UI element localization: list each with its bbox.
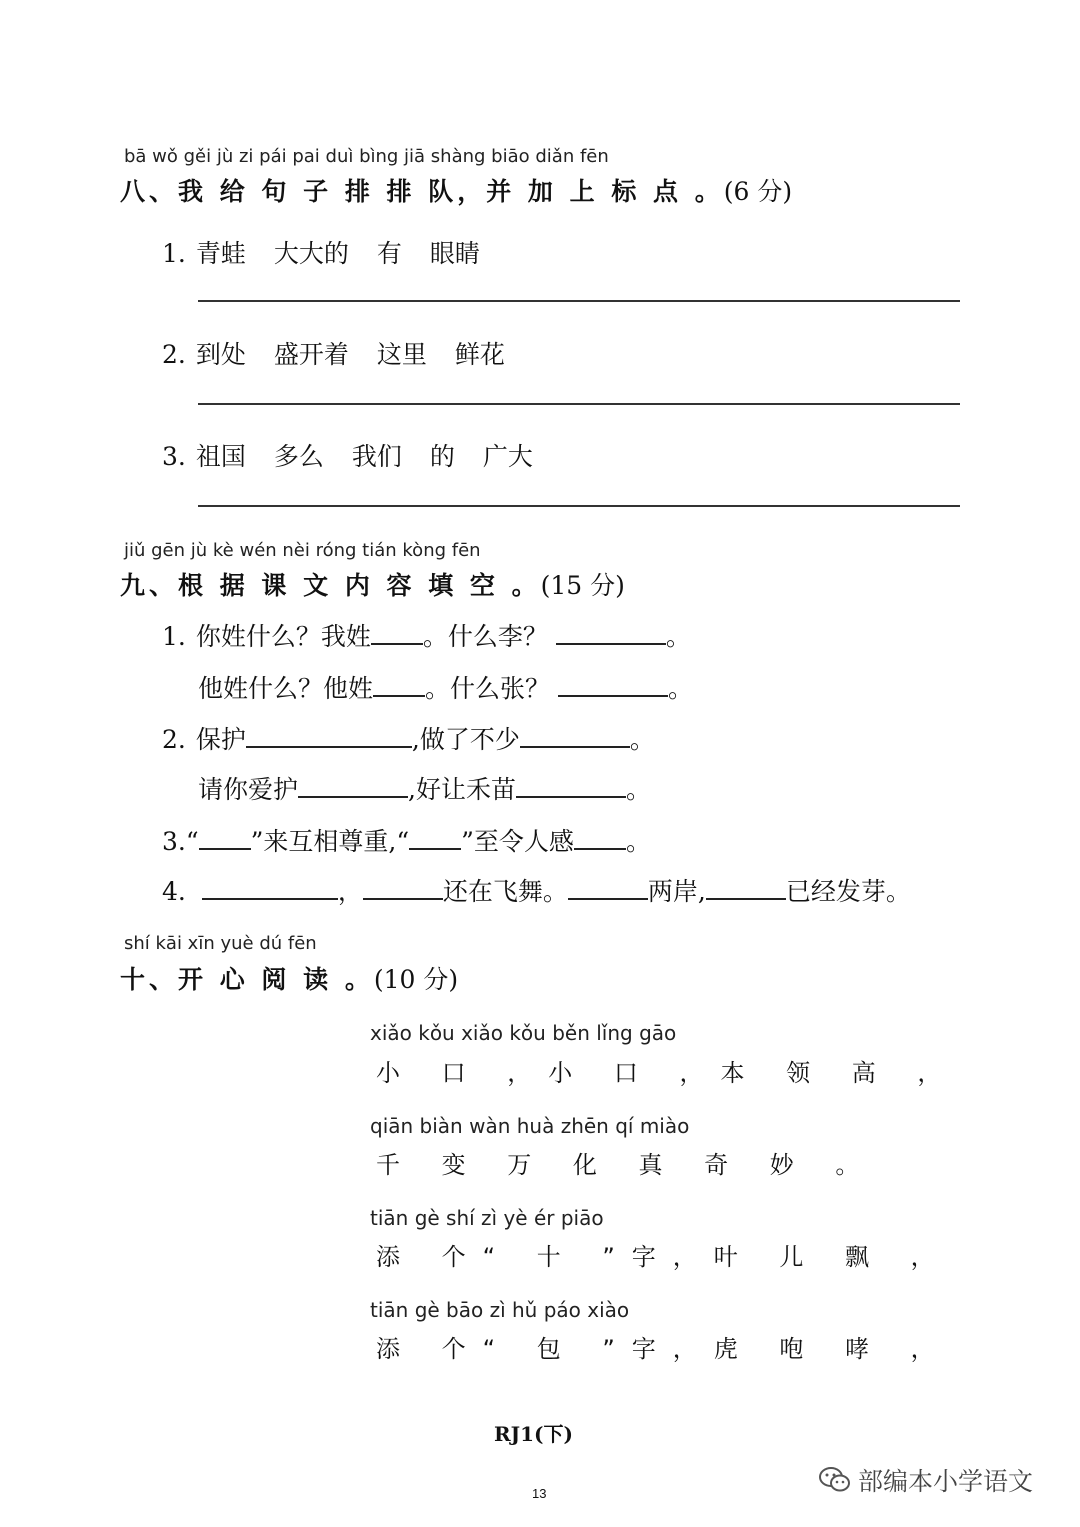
section10-score: (10 分) [373,965,459,994]
word: 眼睛 [429,239,480,268]
text: 请你爱护 [198,775,299,804]
text: ”至令人感 [461,827,574,856]
section8-item-2 [162,335,533,371]
blank[interactable] [520,724,630,748]
item-number: 1. [162,239,186,268]
section9-score: (15 分) [540,571,625,600]
text: 。 [625,827,651,856]
text: 他姓什么？他姓 [198,674,374,703]
wechat-icon [818,1466,852,1494]
blank[interactable] [363,876,443,900]
text: 保护 [195,725,246,754]
blank[interactable] [371,621,423,645]
text: “ [185,827,199,856]
q1-line-1 [162,617,691,653]
item-number: 2. [162,725,186,754]
text: 。 [629,725,655,754]
answer-line-2[interactable] [198,403,960,405]
word: 鲜花 [454,340,505,369]
q2-line-2 [198,770,651,806]
section8-pinyin: bā wǒ gěi jù zi pái pai duì bìng jiā shàng biāo diǎn fēn [124,146,609,167]
footer-label: RJ1(下) [494,1422,573,1446]
blank[interactable] [202,876,338,900]
poem-line-2: 千 变 万 化 真 奇 妙 。 [376,1151,877,1179]
poem-line-3: 添 个“ 十 ”字，叶 儿 飘 ， [376,1243,952,1271]
text: 。什么李？ [422,622,548,651]
item-number: 1. [162,622,186,651]
watermark-text: 部编本小学语文 [858,1467,1034,1496]
blank[interactable] [373,673,425,697]
item-number: 3. [162,442,186,471]
answer-line-3[interactable] [198,505,960,507]
answer-line-1[interactable] [198,300,960,302]
text: ,好让禾苗 [408,775,516,804]
text: 你姓什么？我姓 [195,622,371,651]
word: 青蛙 [195,239,246,268]
blank[interactable] [409,826,461,850]
word: 这里 [376,340,427,369]
section8-item-3 [162,437,561,473]
text: 。 [667,674,693,703]
poem-pinyin-4: tiān gè bāo zì hǔ páo xiào [370,1298,630,1322]
blank[interactable] [246,724,412,748]
item-number: 3. [162,827,186,856]
section9-pinyin: jiǔ gēn jù kè wén nèi róng tián kòng fēn [124,540,481,561]
poem-pinyin-3: tiān gè shí zì yè ér piāo [370,1206,604,1230]
section8-score: (6 分) [723,177,793,206]
section8-item-1 [162,234,508,270]
text: ,做了不少 [411,725,520,754]
word: 祖国 [195,442,246,471]
blank[interactable] [706,876,786,900]
poem-line-4: 添 个“ 包 ”字，虎 咆 哮 ， [376,1335,952,1363]
word: 到处 [195,340,246,369]
word: 大大的 [273,239,349,268]
text: 。什么张？ [425,674,551,703]
blank[interactable] [516,774,626,798]
text: 还在飞舞。 [442,877,568,906]
blank[interactable] [556,621,666,645]
section8-title: 八、我 给 句 子 排 排 队，并 加 上 标 点 。 [120,177,724,206]
page-number: 13 [532,1486,547,1501]
section9-title: 九、根 据 课 文 内 容 填 空 。 [120,571,541,600]
poem-pinyin-2: qiān biàn wàn huà zhēn qí miào [370,1114,690,1138]
text: 已经发芽。 [785,877,911,906]
blank[interactable] [568,876,648,900]
section8-heading [120,172,792,208]
item-number: 4. [162,877,186,906]
section10-pinyin: shí kāi xīn yuè dú fēn [124,933,317,954]
word: 的 [429,442,455,471]
section10-heading [120,960,458,996]
blank[interactable] [574,826,626,850]
watermark [818,1462,1033,1498]
text: 两岸, [647,877,706,906]
section10-title: 十、开 心 阅 读 。 [120,965,374,994]
poem-pinyin-1: xiǎo kǒu xiǎo kǒu běn lǐng gāo [370,1021,677,1045]
text: ”来互相尊重,“ [250,827,410,856]
q4-line [162,872,911,908]
text: 。 [665,622,691,651]
section9-heading [120,566,625,602]
blank[interactable] [558,673,668,697]
blank[interactable] [199,826,251,850]
word: 广大 [482,442,533,471]
blank[interactable] [298,774,408,798]
text: 。 [625,775,651,804]
poem-line-1: 小 口 ，小 口 ，本 领 高 ， [376,1059,959,1087]
text: ， [337,877,363,906]
q2-line-1 [162,720,655,756]
word: 多么 [273,442,324,471]
word: 有 [376,239,402,268]
word: 盛开着 [273,340,349,369]
item-number: 2. [162,340,186,369]
q1-line-2 [198,669,693,705]
word: 我们 [351,442,402,471]
q3-line [162,822,651,858]
